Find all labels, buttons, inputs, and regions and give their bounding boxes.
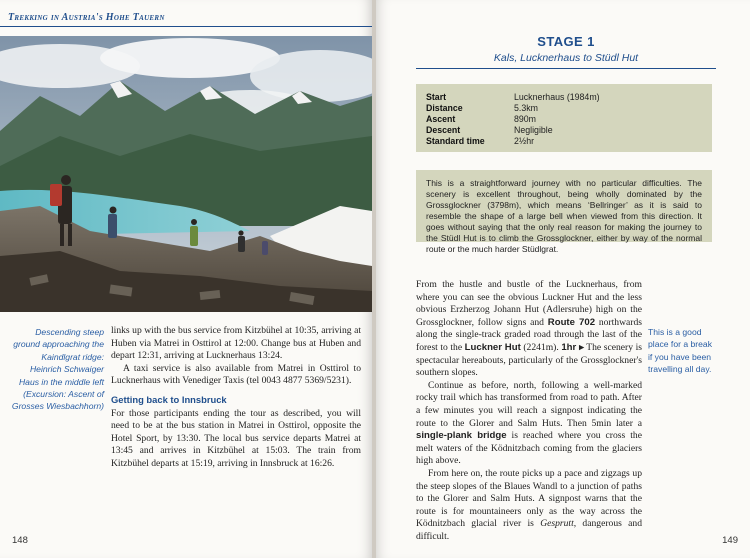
stats-row <box>426 103 702 114</box>
stats-label: Descent <box>426 125 461 135</box>
stats-label: Start <box>426 92 447 102</box>
text-run: The scenery is spectacular hereabouts, particularly of the Grossglockner's southern slopes. <box>416 341 642 379</box>
body-paragraph: A taxi service is also available from Matrei in Osttirol to Lucknerhaus with Venediger Taxis (tel 0043 4877 5369/5231). <box>111 362 361 387</box>
left-page <box>0 0 372 558</box>
text-run: northwards along the single-track graded road through the last of the forest to the <box>416 316 642 353</box>
body-paragraph <box>416 279 642 380</box>
body-paragraph <box>416 468 642 544</box>
page-number-left: 148 <box>12 535 28 546</box>
text-run: is reached where you cross the melt waters of the Ködnitzbach coming from the glaciers high above. <box>416 430 642 467</box>
italic-term: Gesprutt <box>540 518 574 530</box>
stage-subtitle: Kals, Lucknerhaus to Stüdl Hut <box>493 52 639 64</box>
text-run: From here on, the route picks up a pace and zigzags up the steep slopes of the Blaues Wandl to a junction of paths to the Glorer and Salm Huts. A signpost warns that the route is for mountaineers only as the way across the Ködnitzbach glacial river is <box>416 467 642 530</box>
stats-label: Distance <box>426 103 463 113</box>
body-paragraph: For those participants ending the tour as described, you will need to be at the bus station in Matrei in Osttirol, opposite the Hotel Sport, by 13:30. The local bus service departs Matrei at 13:45 and arrives in Kitzbühel at 15:03. The train from Kitzbühel departs at 15:19, arriving in Innsbruck at 16:26. <box>111 407 361 469</box>
stats-value: 5.3km <box>514 103 538 113</box>
stats-label: Ascent <box>426 114 456 124</box>
route-number: Route 702 <box>547 316 596 328</box>
text-run: From the hustle and bustle of the Lucknerhaus, from where you can see the obvious Luckner Hut and the less obvious Erzherzog Johann Hut (Adlersruhe) high on the Grossglockner, follow signs and <box>416 279 642 328</box>
stage-title: STAGE 1 <box>537 34 595 49</box>
stats-label: Standard time <box>426 136 485 146</box>
right-body-column <box>416 279 642 543</box>
stats-value: Lucknerhaus (1984m) <box>514 92 600 102</box>
stats-row <box>426 114 702 125</box>
stage-stats-box <box>416 84 712 152</box>
stage-rule <box>416 68 716 69</box>
mountain-photo <box>0 36 372 312</box>
body-paragraph <box>416 380 642 468</box>
time-marker: 1hr ▸ <box>561 341 584 353</box>
stats-value: Negligible <box>514 125 553 135</box>
stats-value: 890m <box>514 114 537 124</box>
text-run: , dangerous and difficult. <box>416 518 642 542</box>
trekkers-photo-illustration <box>0 36 372 312</box>
page-number-right: 149 <box>722 535 738 546</box>
margin-note: This is a good place for a break if you have been travelling all day. <box>648 327 713 375</box>
left-body-column <box>111 325 361 471</box>
hut-name: Luckner Hut <box>464 341 521 353</box>
section-subheading: Getting back to Innsbruck <box>111 393 227 405</box>
right-page <box>376 0 750 558</box>
header-rule <box>0 26 372 27</box>
running-head: Trekking in Austria's Hohe Tauern <box>8 12 165 23</box>
body-paragraph: links up with the bus service from Kitzbühel at 10:35, arriving at Huben via Matrei in Osttirol at 12:00. Change bus at Huben and depart 12:31, arriving at Lucknerhaus 13:24. <box>111 325 361 362</box>
stage-intro-box: This is a straightforward journey with no particular difficulties. The scenery is excellent throughout, being wholly dominated by the Grossglockner (3798m), which means ‘Bellringer’ as it is said to resemble the shape of a large bell when viewed from this direction. It goes without saying that the only real reason for making the journey to the Stüdl Hut is to climb the Grossglockner, either by way of the normal route or the much harder Stüdlgrat. <box>416 170 712 242</box>
stats-row <box>426 125 702 136</box>
stats-row <box>426 136 702 147</box>
stats-row <box>426 92 702 103</box>
stats-value: 2½hr <box>514 136 535 146</box>
text-run: (2241m). <box>520 341 562 353</box>
bridge-name: single-plank bridge <box>416 430 507 442</box>
photo-caption: Descending steep ground approaching the Kaindlgrat ridge: Heinrich Schwaiger Haus in the middle left (Excursion: Ascent of Grosses Wiesbachhorn) <box>11 327 104 412</box>
text-run: Continue as before, north, following a well-marked rocky trail which has transformed from road to path. After a few minutes you will reach a signpost indicating the route to the Glorer and Salm Huts. Then 5min later a <box>416 379 642 429</box>
